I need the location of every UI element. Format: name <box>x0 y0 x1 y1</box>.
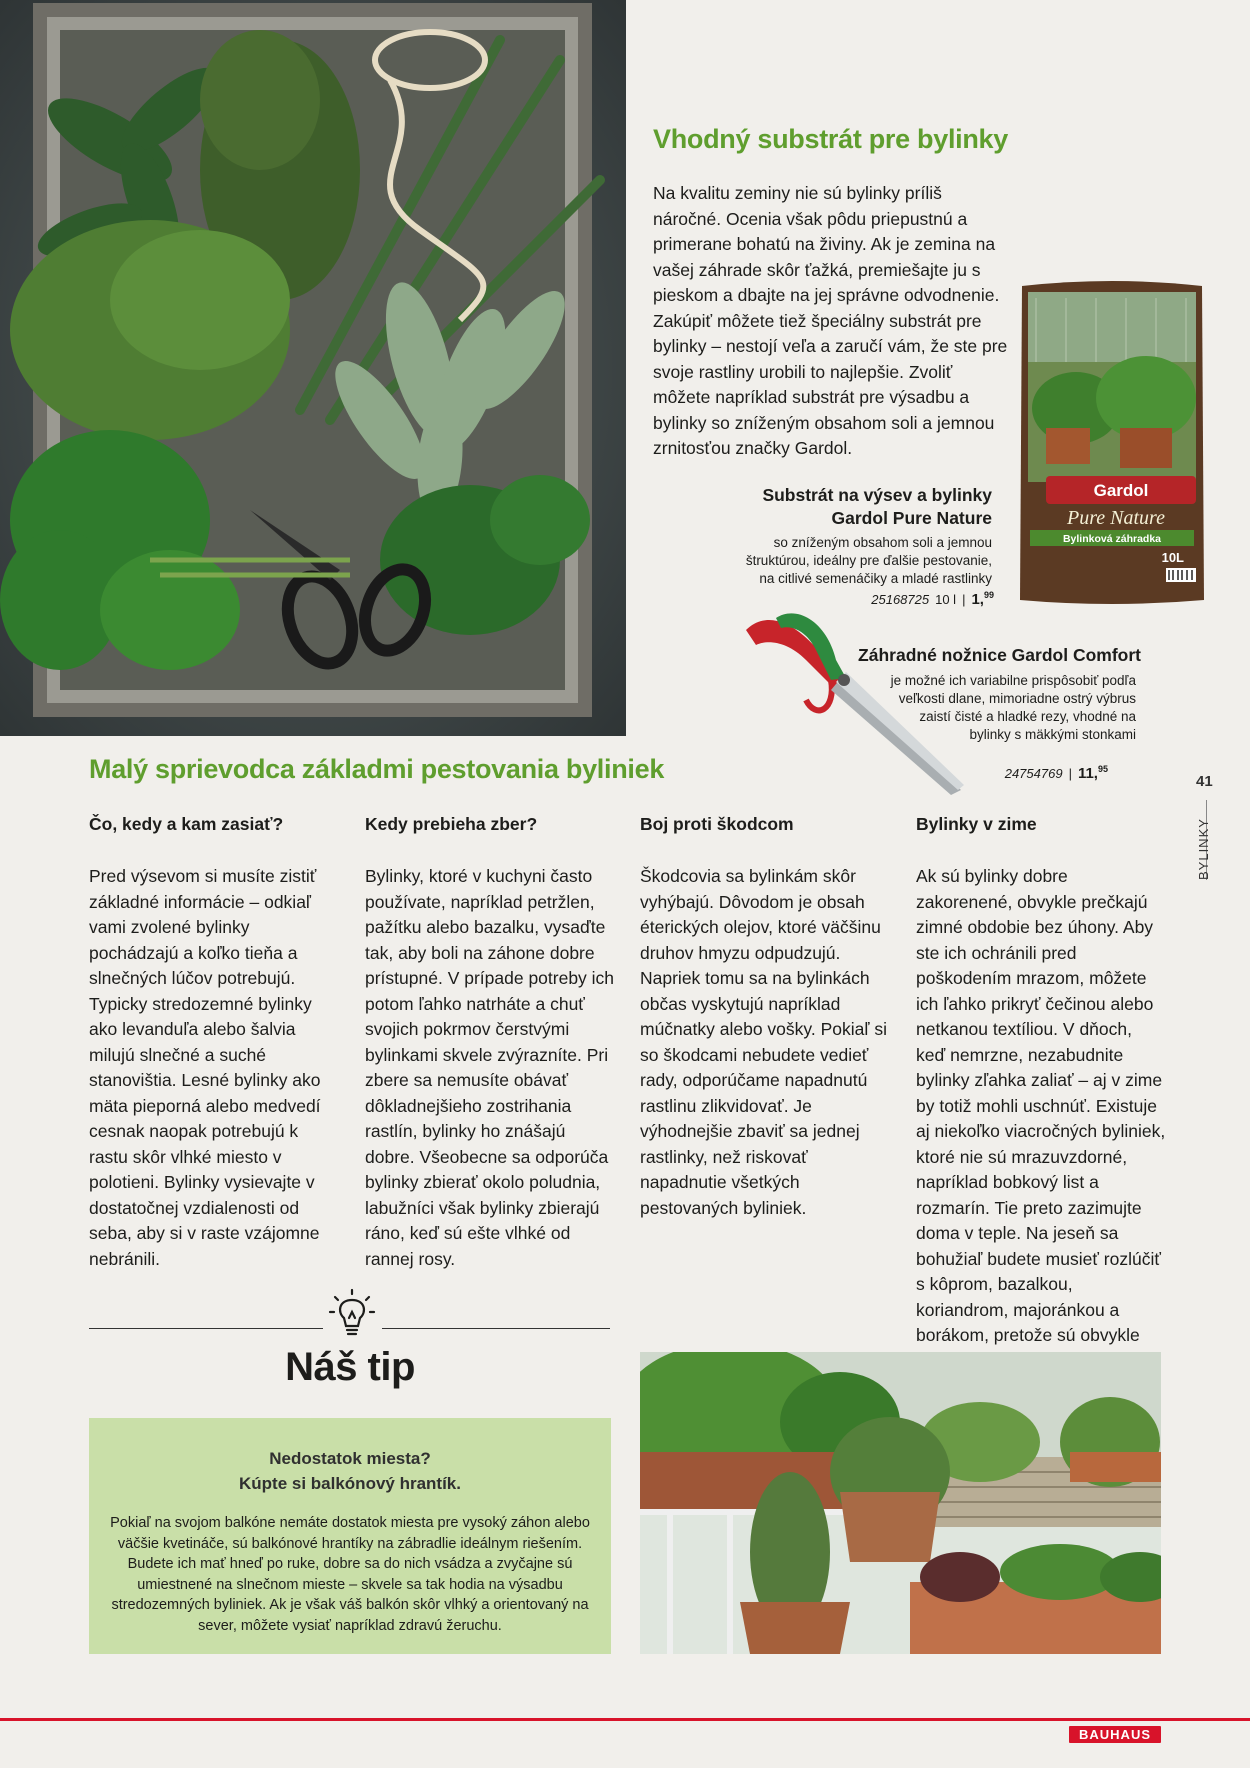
section-label: BYLINKY <box>1196 818 1211 880</box>
tip-divider-left <box>89 1328 323 1329</box>
substrate-product-title <box>762 484 992 530</box>
bauhaus-logo: BAUHAUS <box>1069 1726 1161 1743</box>
substrate-bag-image <box>1016 278 1208 608</box>
guide-title: Malý sprievodca základmi pestovania byliniek <box>89 754 665 784</box>
guide-col4-body: Ak sú bylinky dobre zakorenené, obvykle prečkajú zimné obdobie bez úhony. Aby ste ich ochránili pred poškodením mrazom, môžete ich ľahko prikryť čečinou alebo netkanou textíliou. V dňoch, keď nemrzne, nezabudnite bylinky zľahka zaliať – aj v zime by totiž mohli uschnúť. Existuje aj niekoľko viacročných byliniek, ktoré nie sú mrazuvzdorné, napríklad bobkový list a rozmarín. Tie preto zazimujte doma v teple. Na jeseň sa bohužiaľ budete musieť rozlúčiť s kôprom, bazalkou, koriandrom, majoránkou a borákom, pretože sú obvykle <box>916 866 1166 1345</box>
intro-body: Na kvalitu zeminy nie sú bylinky príliš náročné. Ocenia však pôdu priepustnú a primerane bohatú na živiny. Ak je zemina na vašej záhrade skôr ťažká, premiešajte ju s pieskom a dbajte na jej správne odvodnenie. Zakúpiť môžete tiež špeciálny substrát pre bylinky – nestojí veľa a zaručí vám, že ste pre svoje rastliny urobili to najlepšie. Zvoliť môžete napríklad substrát pre výsadbu a bylinky so zníženým obsahom soli a jemnou zrnitosťou značky Gardol. <box>653 183 1008 458</box>
footer-line <box>0 1718 1250 1721</box>
shears-code: 24754769 <box>1004 766 1063 781</box>
shears-price: 11,95 <box>1077 764 1108 782</box>
tip-divider-right <box>382 1328 610 1329</box>
bag-subtitle-text: Bylinková záhradka <box>1062 533 1162 545</box>
guide-col3-body: Škodcovia sa bylinkám skôr vyhýbajú. Dôvodom je obsah éterických olejov, ktoré väčšinu druhov hmyzu odpudzujú. Napriek tomu sa na bylinkách občas vyskytujú napríklad múčnatky alebo vošky. Pokiaľ si so škodcami nebudete vedieť rady, odporúčame napadnutú rastlinu zlikvidovať. Je výhodnejšie zbaviť sa jednej rastlinky, než riskovať napadnutie všetkých pestovaných byliniek. <box>640 866 887 1218</box>
herbs-tray-photo <box>0 0 626 736</box>
substrate-description: so zníženým obsahom soli a jemnou štruktúrou, ideálny pre ďalšie pestovanie, na citlivé semenáčiky a mladé rastlinky <box>745 535 992 586</box>
shears-price-row <box>1005 764 1108 782</box>
tip-headline-line2: Kúpte si balkónový hrantík. <box>239 1474 461 1493</box>
price-separator: | <box>962 592 966 607</box>
balcony-planters-photo <box>640 1352 1161 1654</box>
intro-title: Vhodný substrát pre bylinky <box>653 124 1008 154</box>
guide-col3-title: Boj proti škodcom <box>640 814 794 834</box>
shears-description: je možné ich variabilne prispôsobiť podľa veľkosti dlane, mimoriadne ostrý výbrus zaistí čisté a hladké rezy, vhodné na bylinky s mäkkými stonkami <box>890 673 1136 742</box>
page-number: 41 <box>1196 773 1213 790</box>
tip-headline-line1: Nedostatok miesta? <box>269 1449 431 1468</box>
shears-product-title: Záhradné nožnice Gardol Comfort <box>858 645 1141 665</box>
tip-headline <box>89 1446 611 1496</box>
substrate-price: 1,99 <box>971 590 994 608</box>
substrate-title-line2: Gardol Pure Nature <box>831 508 992 528</box>
guide-col2-body: Bylinky, ktoré v kuchyni často používate, napríklad petržlen, pažítku alebo bazalku, vysaďte tak, aby boli na záhone dobre prístupné. V prípade potreby ich potom ľahko natrháte a chuť svojich pokrmov čerstvými bylinkami skvele zvýrazníte. Pri zbere sa nemusíte obávať dôkladnejšieho zostrihania rastlín, bylinky ho znášajú dobre. Všeobecne sa odporúča bylinky zbierať okolo poludnia, labužníci však bylinky zbierajú ráno, keď sú ešte vlhké od rannej rosy. <box>365 866 615 1269</box>
bag-volume-text: 10L <box>1161 550 1184 565</box>
tip-body: Pokiaľ na svojom balkóne nemáte dostatok miesta pre vysoký záhon alebo väčšie kvetináče, sú balkónové hrantíky na zábradlie ideálnym riešením. Budete ich mať hneď po ruke, dobre sa do nich vsádza a zvyčajne sú umiestnené na slnečnom mieste – skvele sa tak hodia na výsadbu stredozemných byliniek. Ak je však váš balkón skôr vlhký a orientovaný na sever, môžete vysiať napríklad zdravú žeruchu. <box>110 1515 590 1634</box>
tip-title: Náš tip <box>285 1345 415 1389</box>
guide-col4-title: Bylinky v zime <box>916 814 1037 834</box>
bag-brand-text: Gardol <box>1093 481 1149 500</box>
bag-line-text: Pure Nature <box>1067 507 1165 529</box>
substrate-volume: 10 l <box>935 592 957 607</box>
lightbulb-icon <box>327 1288 377 1340</box>
guide-col2-title: Kedy prebieha zber? <box>365 814 538 834</box>
guide-col1-title: Čo, kedy a kam zasiať? <box>89 814 284 834</box>
guide-col1-body: Pred výsevom si musíte zistiť základné informácie – odkiaľ vami zvolené bylinky pochádzajú a koľko tieňa a slnečných lúčov potrebujú. Typicky stredozemné bylinky ako levanduľa alebo šalvia milujú slnečné a suché stanovištia. Lesné bylinky ako mäta pieporná alebo medvedí cesnak naopak potrebujú k rastu skôr vlhké miesto v polotieni. Bylinky vysievajte v dostatočnej vzdialenosti od seba, aby si v raste vzájomne nebránili. <box>89 866 321 1269</box>
substrate-code: 25168725 <box>871 592 930 607</box>
substrate-title-line1: Substrát na výsev a bylinky <box>762 485 992 505</box>
price-separator: | <box>1068 766 1072 781</box>
